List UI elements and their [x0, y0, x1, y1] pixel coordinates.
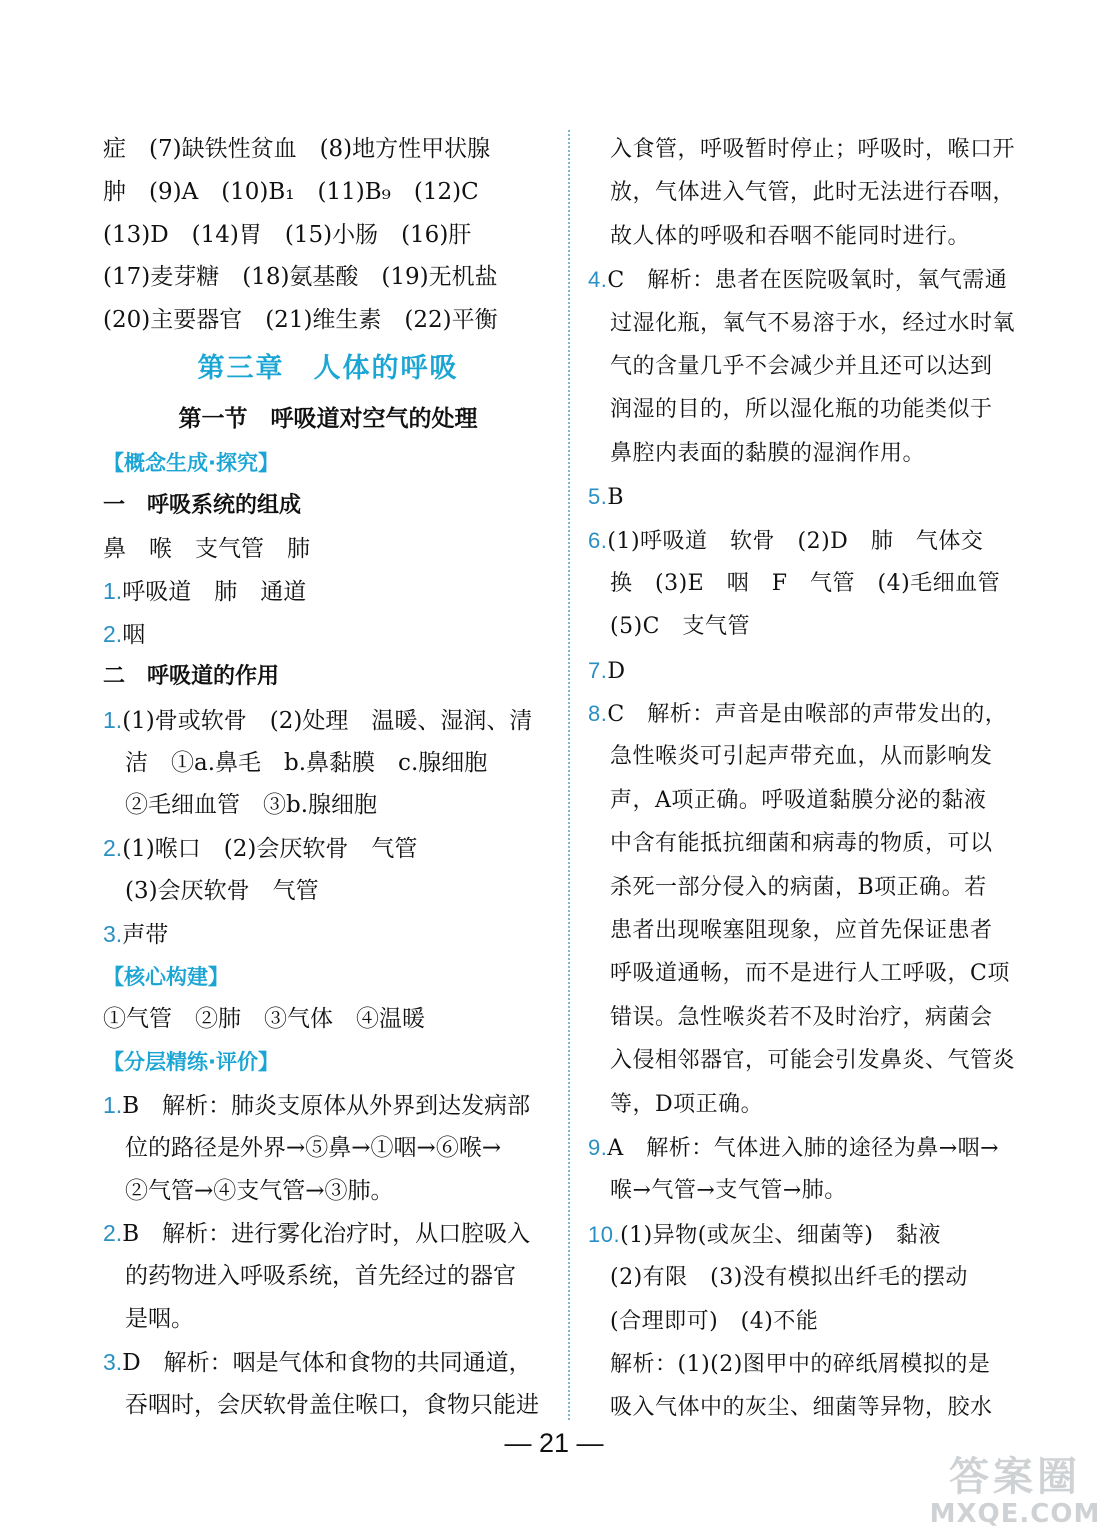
text-line: 肿 (9)A (10)B₁ (11)B₉ (12)C: [103, 178, 479, 205]
text-line: 气的含量几乎不会减少并且还可以达到: [610, 353, 993, 379]
item-number: 5.: [588, 484, 608, 510]
item-text: (1)喉口 (2)会厌软骨 气管: [122, 836, 418, 863]
answer-item: [588, 692, 1043, 735]
chapter-title: 第三章 人体的呼吸: [197, 352, 459, 384]
text-line: 杀死一部分侵入的病菌，B项正确。若: [610, 874, 987, 900]
answer-item: [588, 1126, 1043, 1169]
text-line: 的药物进入呼吸系统，首先经过的器官: [125, 1263, 516, 1290]
text-line: 换 (3)E 咽 F 气管 (4)毛细血管: [610, 570, 1001, 596]
answer-item: [588, 649, 1043, 692]
item-text: A 解析：气体进入肺的途径为鼻→咽→: [607, 1135, 1000, 1161]
item-text: D: [607, 658, 626, 684]
answer-item: [588, 475, 1043, 518]
item-number: 1.: [103, 578, 123, 605]
text-line: 鼻腔内表面的黏膜的湿润作用。: [610, 440, 926, 466]
text-line: (合理即可) (4)不能: [610, 1308, 819, 1334]
item-number: 8.: [588, 701, 608, 727]
item-number: 9.: [588, 1134, 608, 1160]
text-line: 解析：(1)(2)图甲中的碎纸屑模拟的是: [610, 1351, 991, 1377]
text-line: 症 (7)缺铁性贫血 (8)地方性甲状腺: [103, 136, 491, 162]
answer-item: [103, 1084, 553, 1127]
item-text: C 解析：患者在医院吸氧时，氧气需通: [607, 268, 1008, 294]
item-text: (1)呼吸道 软骨 (2)D 肺 气体交: [607, 528, 984, 554]
text-line: (17)麦芽糖 (18)氨基酸 (19)无机盐: [103, 264, 498, 291]
text-line: (3)会厌软骨 气管: [125, 877, 319, 904]
text-line: 放，气体进入气管，此时无法进行吞咽，: [610, 180, 1016, 206]
text-line: 声，A项正确。呼吸道黏膜分泌的黏液: [610, 787, 987, 813]
answer-item: [103, 913, 553, 956]
text-line: 洁 ①a.鼻毛 b.鼻黏膜 c.腺细胞: [125, 749, 488, 776]
answer-item: [103, 1212, 553, 1255]
item-text: 咽: [122, 622, 146, 649]
item-number: 4.: [588, 267, 608, 293]
item-text: (1)骨或软骨 (2)处理 温暖、湿润、清: [122, 707, 533, 734]
left-column: [103, 128, 553, 1426]
item-text: D 解析：咽是气体和食物的共同通道，: [122, 1349, 532, 1376]
answer-item: [103, 1341, 553, 1384]
text-line: 呼吸道通畅，而不是进行人工呼吸，C项: [610, 961, 1010, 987]
text-line: 入侵相邻器官，可能会引发鼻炎、气管炎: [610, 1048, 1016, 1074]
item-text: C 解析：声音是由喉部的声带发出的，: [607, 702, 1008, 728]
text-line: 中含有能抵抗细菌和病毒的物质，可以: [610, 831, 993, 857]
item-text: 呼吸道 肺 通道: [122, 579, 307, 606]
text-line: 错误。急性喉炎若不及时治疗，病菌会: [610, 1004, 993, 1030]
text-line: 吸入气体中的灰尘、细菌等异物，胶水: [610, 1395, 993, 1421]
item-text: B 解析：进行雾化治疗时，从口腔吸入: [122, 1221, 531, 1248]
answer-item: [103, 699, 553, 742]
item-text: 声带: [122, 921, 169, 948]
item-number: 1.: [103, 1091, 123, 1118]
bracket-heading: 【核心构建】: [103, 964, 229, 989]
item-number: 2.: [103, 835, 123, 862]
section-title: 第一节 呼吸道对空气的处理: [178, 405, 478, 432]
item-number: 1.: [103, 706, 123, 733]
text-line: 入食管，呼吸暂时停止；呼吸时，喉口开: [610, 137, 1016, 162]
item-number: 7.: [588, 657, 608, 683]
text-line: 吞咽时，会厌软骨盖住喉口，食物只能进: [125, 1391, 539, 1418]
text-line: (20)主要器官 (21)维生素 (22)平衡: [103, 307, 498, 334]
answer-item: [588, 1213, 1043, 1256]
text-line: 润湿的目的，所以湿化瓶的功能类似于: [610, 397, 993, 423]
item-number: 10.: [588, 1221, 621, 1247]
bracket-heading: 【分层精练·评价】: [103, 1050, 279, 1075]
subheading: 一 呼吸系统的组成: [103, 492, 302, 518]
item-number: 3.: [103, 1348, 123, 1375]
answer-item: [103, 570, 553, 613]
text-line: 鼻 喉 支气管 肺: [103, 535, 310, 562]
text-line: 故人体的呼吸和吞咽不能同时进行。: [610, 223, 971, 249]
watermark-url: MXQE.COM: [929, 1499, 1101, 1529]
item-number: 6.: [588, 527, 608, 553]
text-line: 位的路径是外界→⑤鼻→①咽→⑥喉→: [125, 1134, 502, 1161]
text-line: 是咽。: [125, 1305, 194, 1332]
item-number: 2.: [103, 621, 123, 648]
column-divider: [568, 130, 570, 1420]
text-line: (5)C 支气管: [610, 614, 750, 640]
text-line: (13)D (14)胃 (15)小肠 (16)肝: [103, 221, 472, 248]
item-text: B: [607, 485, 625, 511]
watermark-text: 答案圈: [949, 1454, 1081, 1500]
item-text: B 解析：肺炎支原体从外界到达发病部: [122, 1092, 531, 1119]
text-line: ②毛细血管 ③b.腺细胞: [125, 792, 378, 819]
text-line: ①气管 ②肺 ③气体 ④温暖: [103, 1006, 425, 1033]
item-text: (1)异物(或灰尘、细菌等) 黏液: [620, 1222, 941, 1248]
text-line: 急性喉炎可引起声带充血，从而影响发: [610, 744, 993, 770]
answer-item: [588, 258, 1043, 301]
text-line: ②气管→④支气管→③肺。: [125, 1177, 394, 1204]
right-column: [588, 128, 1043, 1430]
text-line: 喉→气管→支气管→肺。: [610, 1178, 847, 1204]
text-line: 患者出现喉塞阻现象，应首先保证患者: [610, 918, 993, 944]
watermark-logo: [925, 1455, 1105, 1533]
item-number: 2.: [103, 1220, 123, 1247]
answer-item: [103, 827, 553, 870]
text-line: 等，D项正确。: [610, 1091, 764, 1117]
item-number: 3.: [103, 920, 123, 947]
text-line: 过湿化瓶，氧气不易溶于水，经过水时氧: [610, 310, 1016, 336]
page-number: — 21 —: [504, 1428, 604, 1458]
answer-item: [588, 519, 1043, 562]
subheading: 二 呼吸道的作用: [103, 663, 280, 689]
text-line: (2)有限 (3)没有模拟出纤毛的摆动: [610, 1265, 968, 1291]
bracket-heading: 【概念生成·探究】: [103, 450, 279, 475]
answer-item: [103, 613, 553, 656]
